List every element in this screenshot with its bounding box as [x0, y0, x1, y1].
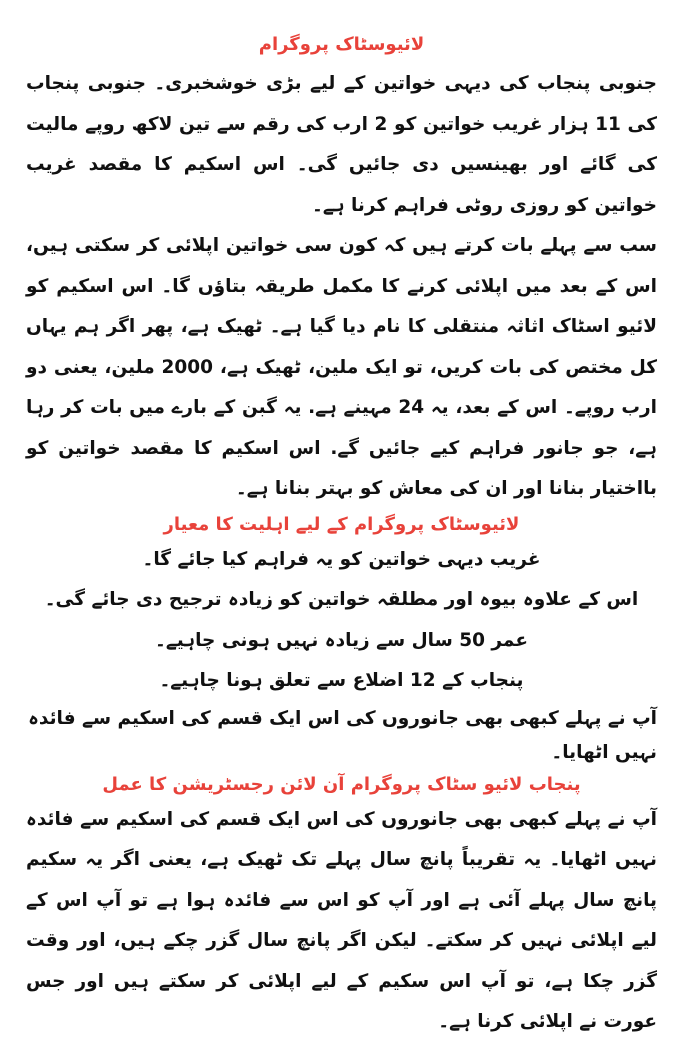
registration-paragraph: آپ نے پہلے کبھی بھی جانوروں کی اس ایک قسم کی اسکیم سے فائدہ نہیں اٹھایا۔ یہ تقریباً پانچ سال پہلے تک ٹھیک ہے، یعنی اگر یہ سکیم پانچ سال پہلے آئی ہے اور آپ کو اس سے فائدہ ہوا ہے تو آپ اس کے لیے اپلائی نہیں کر سکتے۔ لیکن اگر پانچ سال گزر چکے ہیں، اور وقت گزر چکا ہے، تو آپ اس سکیم کے لیے اپلائی کر سکتے ہیں اور جس عورت نے اپلائی کرنا ہے۔ — [26, 808, 657, 1032]
eligibility-item: عمر 50 سال سے زیادہ نہیں ہونی چاہیے۔ — [155, 629, 528, 651]
eligibility-item: غریب دیہی خواتین کو یہ فراہم کیا جائے گا۔ — [142, 548, 541, 570]
intro-paragraph: جنوبی پنجاب کی دیہی خواتین کے لیے بڑی خوشخبری۔ جنوبی پنجاب کی 11 ہزار غریب خواتین کو 2 ارب کی رقم سے تین لاکھ روپے مالیت کی گائے اور بھینسیں دی جائیں گی۔ اس اسکیم کا مقصد غریب خواتین کو روزی روٹی فراہم کرنا ہے۔ — [26, 73, 657, 216]
eligibility-closing-line: آپ نے پہلے کبھی بھی جانوروں کی اس ایک قسم کی اسکیم سے فائدہ نہیں اٹھایا۔ — [28, 707, 657, 763]
eligibility-list — [26, 540, 657, 702]
eligibility-item: اس کے علاوہ بیوہ اور مطلقہ خواتین کو زیادہ ترجیح دی جائے گی۔ — [44, 589, 639, 610]
main-paragraph: سب سے پہلے بات کرتے ہیں کہ کون سی خواتین اپلائی کر سکتی ہیں، اس کے بعد میں اپلائی کرنے کا مکمل طریقہ بتاؤں گا۔ اس اسکیم کو لائیو اسٹاک اثاثہ منتقلی کا نام دیا گیا ہے۔ ٹھیک ہے، پھر اگر ہم یہاں کل مختص کی بات کریں، تو ایک ملین، ٹھیک ہے، 2000 ملین، یعنی دو ارب روپے۔ اس کے بعد، یہ 24 مہینے ہے. یہ گبن کے بارے میں بات کر رہا ہے، جو جانور فراہم کیے جائیں گے. اس اسکیم کا مقصد خواتین کو بااختیار بنانا اور ان کی معاش کو بہتر بنانا ہے۔ — [26, 235, 658, 499]
eligibility-heading: لائیوسٹاک پروگرام کے لیے اہلیت کا معیار — [163, 513, 520, 535]
registration-heading: پنجاب لائیو سٹاک پروگرام آن لائن رجسٹریشن کا عمل — [102, 773, 581, 795]
article-title: لائیوسٹاک پروگرام — [258, 34, 425, 55]
eligibility-item: پنجاب کے 12 اضلاع سے تعلق ہونا چاہیے۔ — [159, 670, 524, 691]
